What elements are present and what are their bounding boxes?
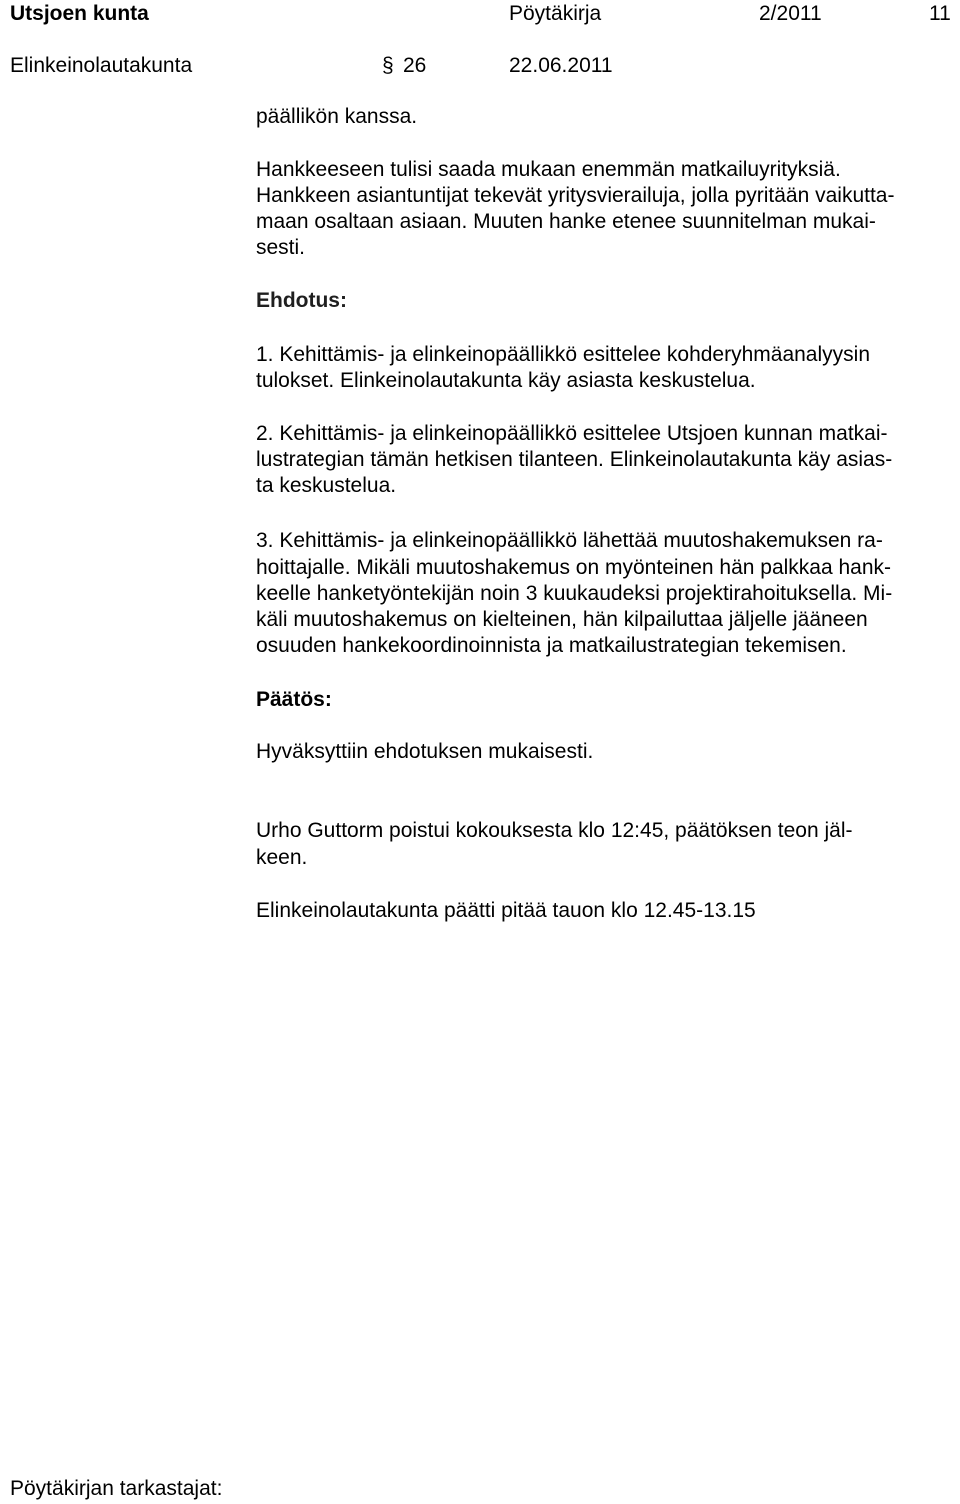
proposal-item-line: tulokset. Elinkeinolautakunta käy asiasta keskustelua. [256,369,756,392]
note-line: Urho Guttorm poistui kokouksesta klo 12:45, päätöksen teon jäl- [256,819,853,842]
committee-name: Elinkeinolautakunta [10,54,193,77]
proposal-item-line: ta keskustelua. [256,474,397,497]
section-mark: § [382,54,394,77]
reviewers-label: Pöytäkirjan tarkastajat: [10,1477,223,1500]
proposal-item-line: hoittajalle. Mikäli muutoshakemus on myönteinen hän palkkaa hank- [256,556,892,579]
section-number: 26 [403,54,427,77]
paragraph-line: maan osaltaan asiaan. Muuten hanke etenee suunnitelman mukai- [256,210,876,233]
paragraph-line: Hankkeeseen tulisi saada mukaan enemmän matkailuyrityksiä. [256,158,841,181]
page-number: 11 [929,2,951,25]
proposal-item-line: käli muutoshakemus on kielteinen, hän kilpailuttaa jäljelle jääneen [256,608,868,631]
proposal-item-line: osuuden hankekoordinoinnista ja matkailustrategian tekemisen. [256,634,847,657]
decision-text: Hyväksyttiin ehdotuksen mukaisesti. [256,740,594,763]
org-name: Utsjoen kunta [10,2,149,25]
meeting-date: 22.06.2011 [509,54,613,77]
proposal-heading: Ehdotus: [256,289,347,312]
doc-number: 2/2011 [759,2,822,25]
proposal-item-line: keelle hanketyöntekijän noin 3 kuukaudeksi projektirahoituksella. Mi- [256,582,893,605]
proposal-item-line: lustrategian tämän hetkisen tilanteen. Elinkeinolautakunta käy asias- [256,448,893,471]
note-line: Elinkeinolautakunta päätti pitää tauon klo 12.45-13.15 [256,899,756,922]
proposal-item-line: 3. Kehittämis- ja elinkeinopäällikkö lähettää muutoshakemuksen ra- [256,529,883,552]
proposal-item-line: 1. Kehittämis- ja elinkeinopäällikkö esittelee kohderyhmäanalyysin [256,343,870,366]
decision-heading: Päätös: [256,688,332,711]
note-line: keen. [256,846,308,869]
paragraph-line: Hankkeen asiantuntijat tekevät yritysvierailuja, jolla pyritään vaikutta- [256,184,895,207]
intro-line: päällikön kanssa. [256,105,418,128]
paragraph-line: sesti. [256,236,306,259]
doc-type: Pöytäkirja [509,2,602,25]
proposal-item-line: 2. Kehittämis- ja elinkeinopäällikkö esittelee Utsjoen kunnan matkai- [256,422,888,445]
